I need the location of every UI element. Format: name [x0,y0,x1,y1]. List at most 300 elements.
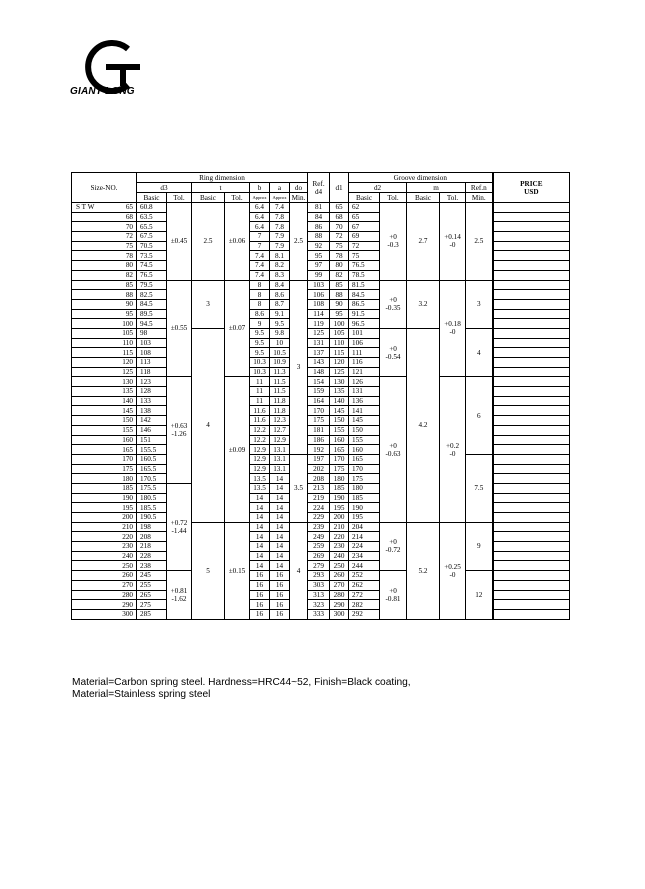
d1-cell: 300 [330,609,349,619]
size-value: 150 [122,416,133,425]
d2-basic-cell: 116 [349,358,380,368]
t-basic-cell: 4 [192,328,225,522]
a-approx-header: Approx [270,193,290,203]
a-cell: 16 [270,571,290,581]
a-cell: 14 [270,551,290,561]
d2-basic-cell: 214 [349,532,380,542]
size-value: 260 [122,571,133,580]
table-row [72,396,570,406]
d3-basic-cell: 190.5 [137,513,167,523]
t-basic-header: Basic [192,193,225,203]
d2-tol-cell: +0 -0.54 [380,328,407,376]
size-cell [72,435,137,445]
size-cell [72,338,137,348]
size-cell [72,251,137,261]
size-value: 190 [122,493,133,502]
d2-tol-cell: +0 -0.63 [380,377,407,522]
d3-basic-cell: 128 [137,387,167,397]
ref-d4-header [308,173,330,203]
d4-cell: 249 [308,532,330,542]
size-value: 135 [122,387,133,396]
price-cell [493,241,570,251]
price-cell [493,590,570,600]
price-cell [493,232,570,242]
d2-basic-cell: 170 [349,464,380,474]
table-row [72,406,570,416]
d3-basic-cell: 60.8 [137,203,167,213]
table-row [72,261,570,271]
d3-basic-header: Basic [137,193,167,203]
size-cell [72,590,137,600]
b-cell: 6.4 [250,222,270,232]
d3-tol-cell: +0.63 -1.26 [167,377,192,484]
d2-basic-cell: 76.5 [349,261,380,271]
size-value: 78 [125,251,133,260]
d1-cell: 260 [330,571,349,581]
d2-tol-cell: +0 -0.72 [380,522,407,570]
table-row [72,387,570,397]
size-cell [72,580,137,590]
b-cell: 14 [250,503,270,513]
d4-cell: 164 [308,396,330,406]
size-value: 170 [122,455,133,464]
d4-cell: 293 [308,571,330,581]
price-cell [493,445,570,455]
b-cell: 7.4 [250,251,270,261]
d4-cell: 131 [308,338,330,348]
d3-basic-cell: 65.5 [137,222,167,232]
d2-basic-cell: 150 [349,425,380,435]
size-cell [72,232,137,242]
b-cell: 14 [250,522,270,532]
d2-basic-cell: 262 [349,580,380,590]
d4-cell: 99 [308,270,330,280]
size-cell [72,261,137,271]
price-cell [493,222,570,232]
price-cell [493,309,570,319]
price-cell [493,261,570,271]
table-row [72,377,570,387]
m-tol-cell: +0.18 -0 [440,280,466,377]
a-cell: 12.9 [270,435,290,445]
price-cell [493,416,570,426]
size-cell [72,532,137,542]
d2-basic-cell: 62 [349,203,380,213]
d3-header: d3 [137,183,192,193]
n-min-cell: 6 [466,377,493,455]
table-row [72,290,570,300]
size-cell [72,503,137,513]
d4-cell: 86 [308,222,330,232]
a-cell: 11.5 [270,387,290,397]
a-cell: 14 [270,503,290,513]
price-cell [493,406,570,416]
m-basic-cell: 2.7 [407,203,440,281]
table-row [72,222,570,232]
size-cell [72,454,137,464]
a-cell: 16 [270,590,290,600]
n-min-header: Min. [466,193,493,203]
table-row [72,590,570,600]
d1-cell: 140 [330,396,349,406]
size-value: 125 [122,368,133,377]
d4-cell: 143 [308,358,330,368]
d1-cell: 120 [330,358,349,368]
d3-tol-cell: +0.72 -1.44 [167,483,192,570]
size-value: 210 [122,523,133,532]
d2-basic-cell: 160 [349,445,380,455]
n-min-cell: 12 [466,571,493,619]
d4-cell: 92 [308,241,330,251]
table-row [72,270,570,280]
d3-basic-cell: 151 [137,435,167,445]
d4-cell: 269 [308,551,330,561]
d1-cell: 130 [330,377,349,387]
table-row [72,299,570,309]
d1-cell: 105 [330,328,349,338]
size-cell [72,222,137,232]
d2-basic-cell: 180 [349,483,380,493]
d4-cell: 313 [308,590,330,600]
table-row [72,454,570,464]
size-value: 85 [125,280,133,289]
a-cell: 10.9 [270,358,290,368]
price-cell [493,387,570,397]
size-value: 72 [125,232,133,241]
size-cell [72,387,137,397]
m-basic-cell: 3.2 [407,280,440,328]
size-value: 100 [122,319,133,328]
b-cell: 11 [250,387,270,397]
table-row [72,493,570,503]
d4-cell: 103 [308,280,330,290]
d1-cell: 75 [330,241,349,251]
b-cell: 9.5 [250,328,270,338]
d2-basic-cell: 175 [349,474,380,484]
d3-basic-cell: 285 [137,609,167,619]
d4-cell: 279 [308,561,330,571]
t-basic-cell: 3 [192,280,225,328]
stw-label: S T W [76,203,95,212]
size-cell [72,609,137,619]
d3-basic-cell: 245 [137,571,167,581]
a-header: a [270,183,290,193]
d1-cell: 135 [330,387,349,397]
table-row [72,251,570,261]
table-row [72,542,570,552]
d1-cell: 195 [330,503,349,513]
price-cell [493,280,570,290]
d1-cell: 150 [330,416,349,426]
d2-basic-cell: 185 [349,493,380,503]
size-cell [72,212,137,222]
size-cell [72,299,137,309]
d2-basic-cell: 204 [349,522,380,532]
brand-name: GIANT LONG [70,86,135,97]
d4-cell: 154 [308,377,330,387]
price-usd-header [493,173,570,203]
a-cell: 11.5 [270,377,290,387]
size-value: 200 [122,513,133,522]
do-cell: 2.5 [290,203,308,281]
d3-tol-header: Tol. [167,193,192,203]
price-cell [493,609,570,619]
m-basic-cell: 5.2 [407,522,440,619]
d2-basic-cell: 81.5 [349,280,380,290]
d3-basic-cell: 198 [137,522,167,532]
d4-cell: 333 [308,609,330,619]
b-cell: 7 [250,241,270,251]
a-cell: 13.1 [270,464,290,474]
b-cell: 12.2 [250,435,270,445]
d2-basic-cell: 111 [349,348,380,358]
d3-basic-cell: 155.5 [137,445,167,455]
d3-basic-cell: 170.5 [137,474,167,484]
d3-basic-cell: 74.5 [137,261,167,271]
d1-cell: 240 [330,551,349,561]
price-cell [493,338,570,348]
d3-basic-cell: 165.5 [137,464,167,474]
d2-basic-cell: 224 [349,542,380,552]
d3-basic-cell: 275 [137,600,167,610]
m-basic-cell: 4.2 [407,328,440,522]
b-cell: 12.2 [250,425,270,435]
d2-basic-cell: 78.5 [349,270,380,280]
d4-cell: 202 [308,464,330,474]
table-row [72,561,570,571]
a-cell: 14 [270,561,290,571]
table-row [72,232,570,242]
d3-basic-cell: 142 [137,416,167,426]
table-row [72,474,570,484]
size-value: 230 [122,542,133,551]
b-cell: 16 [250,571,270,581]
size-value: 155 [122,426,133,435]
d4-cell: 95 [308,251,330,261]
d2-basic-cell: 106 [349,338,380,348]
size-cell [72,377,137,387]
n-min-cell: 9 [466,522,493,570]
table-row [72,580,570,590]
d1-cell: 65 [330,203,349,213]
d4-cell: 159 [308,387,330,397]
table-row [72,513,570,523]
table-row [72,551,570,561]
size-value: 165 [122,445,133,454]
a-cell: 7.8 [270,212,290,222]
d1-cell: 175 [330,464,349,474]
table-row [72,348,570,358]
size-value: 180 [122,474,133,483]
a-cell: 7.9 [270,241,290,251]
material-note-stainless: Material=Stainless spring steel [72,689,211,700]
b-cell: 8 [250,299,270,309]
price-cell [493,513,570,523]
a-cell: 8.4 [270,280,290,290]
m-tol-header: Tol. [440,193,466,203]
d4-cell: 208 [308,474,330,484]
b-approx-header: Approx [250,193,270,203]
t-basic-cell: 2.5 [192,203,225,281]
d4-cell: 84 [308,212,330,222]
d3-tol-cell: ±0.55 [167,280,192,377]
size-value: 240 [122,552,133,561]
ref-n-header: Ref.n [466,183,493,193]
ring-dimension-header: Ring dimension [137,173,308,183]
table-row [72,241,570,251]
d3-basic-cell: 118 [137,367,167,377]
d3-basic-cell: 185.5 [137,503,167,513]
d3-basic-cell: 76.5 [137,270,167,280]
d2-basic-cell: 126 [349,377,380,387]
price-cell [493,396,570,406]
a-cell: 11.8 [270,396,290,406]
d4-cell: 303 [308,580,330,590]
b-cell: 11 [250,377,270,387]
size-cell [72,280,137,290]
d1-cell: 85 [330,280,349,290]
size-value: 75 [125,242,133,251]
price-cell [493,251,570,261]
d2-basic-cell: 75 [349,251,380,261]
table-row [72,309,570,319]
d1-cell: 230 [330,542,349,552]
b-cell: 11.6 [250,416,270,426]
a-cell: 16 [270,580,290,590]
b-cell: 6.4 [250,212,270,222]
b-cell: 12.9 [250,464,270,474]
b-cell: 7.4 [250,270,270,280]
b-cell: 14 [250,513,270,523]
t-tol-cell: ±0.07 [225,280,250,377]
d3-basic-cell: 238 [137,561,167,571]
b-cell: 8 [250,280,270,290]
b-cell: 13.5 [250,483,270,493]
d3-basic-cell: 146 [137,425,167,435]
d3-tol-cell: ±0.45 [167,203,192,281]
price-cell [493,532,570,542]
size-value: 140 [122,397,133,406]
table-row [72,367,570,377]
size-cell [72,270,137,280]
b-cell: 16 [250,609,270,619]
d1-cell: 125 [330,367,349,377]
price-cell [493,299,570,309]
size-cell [72,319,137,329]
size-value: 120 [122,358,133,367]
b-cell: 7.4 [250,261,270,271]
a-cell: 14 [270,483,290,493]
d1-cell: 82 [330,270,349,280]
d3-basic-cell: 108 [137,348,167,358]
d1-cell: 72 [330,232,349,242]
table-row [72,338,570,348]
size-value: 95 [125,309,133,318]
n-min-cell: 2.5 [466,203,493,281]
d1-cell: 95 [330,309,349,319]
size-value: 160 [122,435,133,444]
size-cell [72,483,137,493]
a-cell: 12.7 [270,425,290,435]
do-header: do [290,183,308,193]
price-cell [493,454,570,464]
d3-basic-cell: 265 [137,590,167,600]
a-cell: 9.1 [270,309,290,319]
t-basic-cell: 5 [192,522,225,619]
do-cell: 4 [290,522,308,619]
size-cell [72,358,137,368]
d1-cell: 180 [330,474,349,484]
d1-cell: 68 [330,212,349,222]
b-cell: 14 [250,551,270,561]
m-basic-header: Basic [407,193,440,203]
a-cell: 13.1 [270,454,290,464]
price-cell [493,580,570,590]
d2-basic-cell: 65 [349,212,380,222]
table-row [72,522,570,532]
size-value: 68 [125,213,133,222]
price-cell [493,551,570,561]
b-cell: 14 [250,493,270,503]
d2-basic-cell: 131 [349,387,380,397]
d2-basic-cell: 96.5 [349,319,380,329]
a-cell: 14 [270,522,290,532]
a-cell: 12.3 [270,416,290,426]
d3-basic-cell: 255 [137,580,167,590]
b-cell: 11 [250,396,270,406]
a-cell: 8.6 [270,290,290,300]
size-cell [72,493,137,503]
b-cell: 9.5 [250,338,270,348]
material-note-carbon: Material=Carbon spring steel. Hardness=HRC44~52, Finish=Black coating, [72,677,411,688]
d1-cell: 250 [330,561,349,571]
d2-basic-cell: 141 [349,406,380,416]
d1-cell: 80 [330,261,349,271]
a-cell: 14 [270,542,290,552]
size-value: 145 [122,406,133,415]
size-cell [72,600,137,610]
a-cell: 8.3 [270,270,290,280]
a-cell: 16 [270,600,290,610]
d2-basic-cell: 145 [349,416,380,426]
d4-cell: 97 [308,261,330,271]
size-cell [72,309,137,319]
d2-basic-cell: 121 [349,367,380,377]
a-cell: 9.5 [270,319,290,329]
size-value: 110 [122,338,133,347]
price-label: PRICE [520,179,543,188]
size-value: 195 [122,503,133,512]
b-cell: 12.9 [250,454,270,464]
d4-label: d4 [314,187,323,196]
size-value: 220 [122,532,133,541]
a-cell: 10 [270,338,290,348]
size-value: 175 [122,464,133,473]
a-cell: 8.2 [270,261,290,271]
d2-header: d2 [349,183,407,193]
b-cell: 16 [250,600,270,610]
a-cell: 14 [270,513,290,523]
size-value: 300 [122,610,133,619]
table-row [72,319,570,329]
t-tol-header: Tol. [225,193,250,203]
n-min-cell: 7.5 [466,454,493,522]
price-cell [493,561,570,571]
d4-cell: 213 [308,483,330,493]
table-row [72,358,570,368]
size-cell [72,367,137,377]
d3-basic-cell: 208 [137,532,167,542]
